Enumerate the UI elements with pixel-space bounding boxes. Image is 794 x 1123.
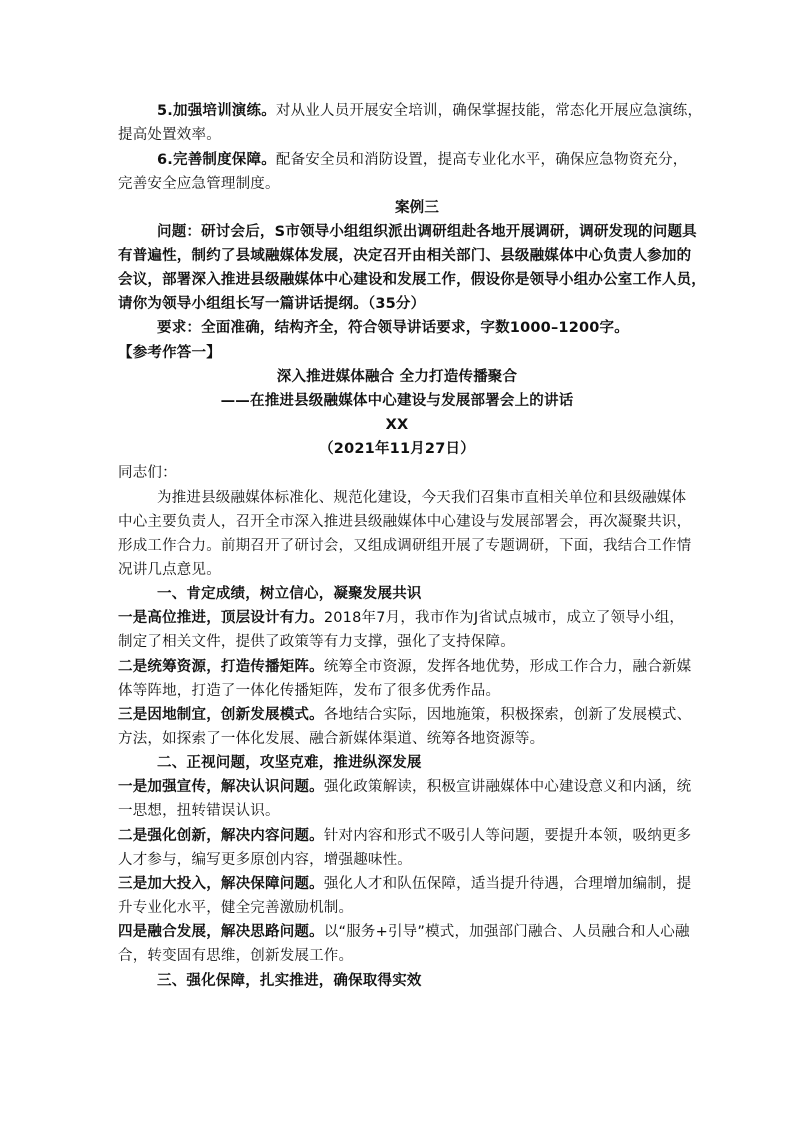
intro-line-4: 况讲几点意见。 [118,562,221,578]
question-line-2: 有普遍性，制约了县域融媒体发展，决定召开由相关部门、县级融媒体中心负责人参加的 [118,248,692,264]
item5-line2: 提高处置效率。 [118,127,221,143]
part2-point1-line2: 一思想，扭转错误认识。 [118,803,280,819]
part2-point4-line1: 四是融合发展，解决思路问题。以“服务+引导”模式，加强部门融合、人员融合和人心融 [118,924,690,940]
item6-line1: 6.完善制度保障。配备安全员和消防设置，提高专业化水平，确保应急物资充分， [157,152,688,168]
part2-point2-line2: 人才参与，编写更多原创内容，增强趣味性。 [118,852,412,868]
item5-line1: 5.加强培训演练。对从业人员开展安全培训，确保掌握技能，常态化开展应急演练， [157,103,703,119]
speech-title: 深入推进媒体融合 全力打造传播聚合 [276,369,518,385]
item6-line2: 完善安全应急管理制度。 [118,176,280,192]
intro-line-2: 中心主要负责人，召开全市深入推进县级融媒体中心建设与发展部署会，再次凝聚共识， [118,514,692,530]
part3-heading: 三、强化保障，扎实推进，确保取得实效 [157,973,422,989]
part1-point2-line2: 体等阵地，打造了一体化传播矩阵，发布了很多优秀作品。 [118,683,501,699]
part1-point3-line2: 方法，如探索了一体化发展、融合新媒体渠道、统筹各地资源等。 [118,731,545,747]
case-title: 案例三 [394,200,440,216]
salutation: 同志们： [118,465,177,481]
answer-label: 【参考作答一】 [118,345,221,361]
question-line-1: 问题：研讨会后，S市领导小组组织派出调研组赴各地开展调研，调研发现的问题具 [157,224,697,240]
question-line-3: 会议，部署深入推进县级融媒体中心建设和发展工作，假设你是领导小组办公室工作人员， [118,272,706,288]
part2-point3-line1: 三是加大投入，解决保障问题。强化人才和队伍保障，适当提升待遇，合理增加编制，提 [118,876,692,892]
part2-point3-line2: 升专业化水平，健全完善激励机制。 [118,900,354,916]
intro-line-3: 形成工作合力。前期召开了研讨会，又组成调研组开展了专题调研，下面，我结合工作情 [118,538,692,554]
question-line-4: 请你为领导小组组长写一篇讲话提纲。（35分） [118,296,426,312]
requirement-line: 要求：全面准确，结构齐全，符合领导讲话要求，字数1000–1200字。 [157,320,629,336]
part2-point2-line1: 二是强化创新，解决内容问题。针对内容和形式不吸引人等问题，要提升本领，吸纳更多 [118,828,692,844]
part2-point4-line2: 合，转变固有思维，创新发展工作。 [118,948,354,964]
part1-point1-line2: 制定了相关文件，提供了政策等有力支撑，强化了支持保障。 [118,634,515,650]
part1-point1-line1: 一是高位推进，顶层设计有力。2018年7月，我市作为J省试点城市，成立了领导小组， [118,610,685,626]
part1-heading: 一、肯定成绩，树立信心，凝聚发展共识 [157,586,422,602]
speaker: XX [385,417,409,433]
part2-point1-line1: 一是加强宣传，解决认识问题。强化政策解读，积极宣讲融媒体中心建设意义和内涵，统 [118,779,692,795]
part2-heading: 二、正视问题，攻坚克难，推进纵深发展 [157,755,422,771]
intro-line-1: 为推进县级融媒体标准化、规范化建设，今天我们召集市直相关单位和县级融媒体 [157,490,687,506]
speech-date: （2021年11月27日） [319,441,475,457]
speech-subtitle: ——在推进县级融媒体中心建设与发展部署会上的讲话 [220,393,574,409]
part1-point2-line1: 二是统筹资源，打造传播矩阵。统筹全市资源，发挥各地优势，形成工作合力，融合新媒 [118,659,692,675]
part1-point3-line1: 三是因地制宜，创新发展模式。各地结合实际，因地施策，积极探索，创新了发展模式、 [118,707,692,723]
